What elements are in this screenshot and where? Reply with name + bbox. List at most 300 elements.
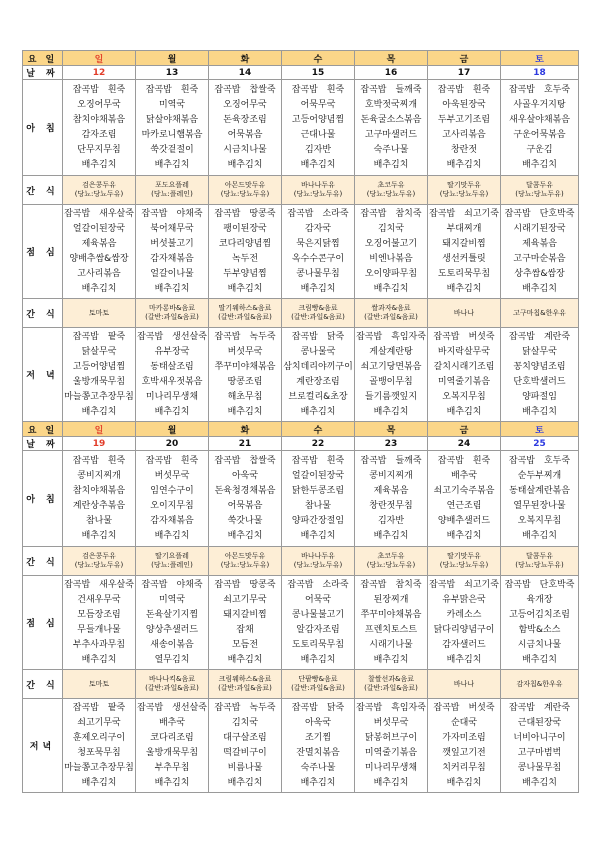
- menu-item: 배추김치: [300, 654, 336, 665]
- snack-item: (당뇨:당뇨두유): [515, 190, 564, 198]
- dinner-cell: [355, 328, 428, 422]
- menu-item: 쑥갓나물: [227, 515, 263, 526]
- menu-item: 비름나물: [227, 762, 263, 773]
- snack-item: (갈반:과일&음료): [145, 684, 199, 692]
- menu-item: 카레소스: [446, 609, 482, 620]
- menu-item: 잡곡밥 야채죽: [141, 579, 203, 590]
- snack-item: (당뇨:당뇨두유): [515, 561, 564, 569]
- menu-item: 닭한두콩조림: [291, 485, 345, 496]
- menu-item: 배추김치: [227, 654, 263, 665]
- menu-item: 버섯무국: [373, 717, 409, 728]
- morning-snack-cell: [428, 547, 501, 576]
- menu-item: 프렌치토스트: [364, 624, 418, 635]
- menu-item: 김치국: [377, 223, 405, 234]
- menu-item: 쑥갓겉절이: [150, 144, 194, 155]
- dinner-cell: [428, 328, 501, 422]
- menu-item: 유부장국: [154, 346, 190, 357]
- afternoon-snack-cell: [209, 670, 282, 699]
- menu-item: 잡곡밥 참치죽: [360, 579, 422, 590]
- menu-item: 잡곡밥 흰죽: [437, 455, 491, 466]
- menu-item: 오복지무침: [442, 391, 486, 402]
- breakfast-cell: [136, 80, 209, 176]
- dinner-row-label: 저녁: [23, 699, 63, 793]
- menu-item: 감자채볶음: [150, 253, 194, 264]
- lunch-cell: [428, 205, 501, 299]
- menu-item: 숙주나물: [300, 762, 336, 773]
- breakfast-cell: [63, 80, 136, 176]
- menu-item: 대구살조림: [223, 732, 267, 743]
- menu-item: 콩나물무침: [296, 268, 340, 279]
- snack-item: 바나나두유: [301, 181, 335, 189]
- menu-item: 닭살야채볶음: [145, 114, 199, 125]
- menu-item: 잡곡밥 소라죽: [287, 579, 349, 590]
- menu-item: 감자샐러드: [442, 639, 486, 650]
- snack-item: (갈반:과일&음료): [364, 313, 418, 321]
- date-cell: 25: [501, 437, 579, 451]
- menu-item: 돈육청경채볶음: [214, 485, 276, 496]
- morning-snack-row: [23, 547, 579, 576]
- meal-plan-body: [23, 51, 579, 793]
- morning-snack-cell: [136, 547, 209, 576]
- menu-item: 돈육살기지찜: [145, 609, 199, 620]
- snack-item: (당뇨:당뇨두유): [439, 561, 489, 569]
- menu-item: 잡곡밥 버섯죽: [433, 702, 495, 713]
- lunch-cell: [428, 576, 501, 670]
- menu-item: 잡곡밥 버섯죽: [433, 331, 495, 342]
- menu-item: 무들개나물: [77, 624, 121, 635]
- morning-snack-cell: [501, 176, 579, 205]
- menu-item: 배추김치: [522, 159, 557, 170]
- menu-item: 녹두전: [231, 253, 259, 264]
- breakfast-cell: [501, 451, 579, 547]
- menu-item: 김자반: [304, 144, 332, 155]
- menu-item: 마늘쫑고추장무침: [64, 762, 134, 773]
- menu-item: 동태살계란볶음: [509, 485, 570, 496]
- menu-item: 배추김치: [300, 777, 336, 788]
- menu-item: 배추김치: [373, 530, 409, 541]
- menu-item: 배추국: [158, 717, 186, 728]
- snack-item: 크림빵&음료: [298, 304, 338, 312]
- snack-item: 아몬드맛두유: [224, 181, 266, 189]
- menu-item: 고구마샐러드: [364, 129, 418, 140]
- weekday-cell: 토: [501, 51, 579, 66]
- breakfast-cell: [209, 80, 282, 176]
- menu-item: 참나물: [304, 500, 332, 511]
- menu-item: 근대된장국: [517, 717, 562, 728]
- menu-item: 미역국: [158, 99, 186, 110]
- menu-item: 시금치나물: [517, 639, 562, 650]
- menu-item: 잡곡밥 팥죽: [72, 702, 126, 713]
- menu-item: 생선커틀릿: [442, 253, 486, 264]
- snack-item: (당뇨:당뇨두유): [366, 561, 416, 569]
- date-row: [23, 66, 579, 80]
- snack-item: 고구마칩&한우유: [513, 308, 566, 317]
- breakfast-cell: [501, 80, 579, 176]
- menu-item: 잡곡밥 땅콩죽: [214, 579, 276, 590]
- menu-item: 버섯불고기: [150, 238, 194, 249]
- lunch-row-label: 점 심: [23, 205, 63, 299]
- dinner-cell: [209, 328, 282, 422]
- morning-snack-cell: [282, 176, 355, 205]
- menu-item: 배추김치: [154, 777, 190, 788]
- menu-item: 배추김치: [373, 283, 409, 294]
- menu-item: 시래기나물: [369, 639, 413, 650]
- snack-item: 달콤두유: [525, 181, 554, 189]
- weekday-cell: 수: [282, 422, 355, 437]
- menu-item: 돼지갈비찜: [223, 609, 267, 620]
- menu-item: 청포묵무침: [77, 747, 121, 758]
- menu-item: 잡곡밥 팥죽: [72, 331, 126, 342]
- lunch-cell: [501, 205, 579, 299]
- menu-item: 미역줄기볶음: [364, 747, 418, 758]
- weekday-cell: 금: [428, 422, 501, 437]
- snack-item: (당뇨:플레인): [151, 190, 193, 198]
- menu-item: 어묵볶음: [227, 129, 263, 140]
- menu-item: 구운김: [526, 144, 553, 155]
- menu-item: 양파절임: [522, 391, 557, 402]
- date-cell: 17: [428, 66, 501, 80]
- afternoon-snack-row: [23, 670, 579, 699]
- menu-item: 고사리볶음: [442, 129, 486, 140]
- snack-item: (당뇨:당뇨두유): [293, 561, 343, 569]
- menu-item: 잡곡밥 녹두죽: [214, 331, 276, 342]
- menu-item: 배추김치: [446, 283, 482, 294]
- menu-item: 팽이된장국: [223, 223, 267, 234]
- menu-item: 부대찌개: [446, 223, 482, 234]
- menu-item: 배추김치: [227, 283, 263, 294]
- menu-item: 깻잎고기전: [442, 747, 486, 758]
- lunch-cell: [209, 205, 282, 299]
- menu-item: 조기찜: [304, 732, 332, 743]
- breakfast-cell: [136, 451, 209, 547]
- menu-item: 너비아니구이: [513, 732, 566, 743]
- dinner-cell: [136, 699, 209, 793]
- menu-item: 울방개묵무침: [145, 747, 199, 758]
- menu-item: 돼지갈비찜: [442, 238, 486, 249]
- snack-item: 초코두유: [377, 552, 405, 560]
- menu-item: 배추김치: [373, 406, 409, 417]
- menu-item: 북어채무국: [150, 223, 194, 234]
- menu-item: 콩나물무침: [517, 762, 562, 773]
- menu-item: 콩나물국: [300, 346, 336, 357]
- menu-item: 잡곡밥 호두죽: [508, 84, 571, 95]
- menu-item: 고구마범벅: [517, 747, 562, 758]
- lunch-cell: [136, 576, 209, 670]
- date-cell: 12: [63, 66, 136, 80]
- menu-item: 양배추쌈&쌈장: [69, 253, 129, 264]
- date-cell: 16: [355, 66, 428, 80]
- menu-item: 콩나물불고기: [291, 609, 345, 620]
- menu-item: 잡곡밥 땅콩죽: [214, 208, 276, 219]
- weekday-cell: 수: [282, 51, 355, 66]
- menu-item: 옥수수콘구이: [291, 253, 345, 264]
- menu-item: 된장찌개: [373, 594, 409, 605]
- menu-item: 제육볶음: [522, 238, 557, 249]
- menu-item: 배추김치: [446, 777, 482, 788]
- afternoon-snack-cell: [501, 299, 579, 328]
- morning-snack-row-label: 간 식: [23, 547, 63, 576]
- morning-snack-cell: [282, 547, 355, 576]
- menu-item: 배추김치: [522, 406, 557, 417]
- menu-item: 상추쌈&쌈장: [514, 268, 565, 279]
- weekday-header-row: [23, 422, 579, 437]
- breakfast-row: [23, 451, 579, 547]
- menu-item: 마늘쫑고추장무침: [64, 391, 134, 402]
- snack-item: 크림웨하스&음료: [218, 675, 272, 683]
- menu-item: 잡곡밥 새우살죽: [64, 579, 134, 590]
- breakfast-cell: [282, 80, 355, 176]
- menu-item: 잡곡밥 흰죽: [145, 455, 199, 466]
- snack-item: (갈반:과일&음료): [364, 684, 418, 692]
- morning-snack-cell: [136, 176, 209, 205]
- menu-item: 배추김치: [522, 530, 557, 541]
- menu-item: 미나리무생채: [145, 391, 199, 402]
- menu-item: 고등어김치조림: [509, 609, 570, 620]
- date-cell: 23: [355, 437, 428, 451]
- weekday-cell: 금: [428, 51, 501, 66]
- lunch-row: [23, 205, 579, 299]
- menu-item: 배추김치: [522, 654, 557, 665]
- menu-item: 잡곡밥 흰죽: [291, 84, 345, 95]
- breakfast-cell: [282, 451, 355, 547]
- menu-item: 배추김치: [81, 406, 117, 417]
- menu-item: 게살계란탕: [369, 346, 413, 357]
- menu-item: 감자채볶음: [150, 515, 194, 526]
- menu-item: 삼치데리야끼구이: [283, 361, 353, 372]
- breakfast-row-label: 아 침: [23, 80, 63, 176]
- menu-item: 배추국: [450, 470, 478, 481]
- dinner-cell: [63, 328, 136, 422]
- menu-item: 숙주나물: [373, 144, 409, 155]
- menu-item: 쭈꾸미야채볶음: [214, 361, 276, 372]
- menu-item: 배추김치: [300, 530, 336, 541]
- menu-item: 닭살무국: [81, 346, 117, 357]
- menu-item: 두부양념찜: [223, 268, 267, 279]
- menu-item: 창란젓: [450, 144, 478, 155]
- menu-item: 훈제오리구이: [72, 732, 126, 743]
- date-cell: 15: [282, 66, 355, 80]
- menu-item: 쇠고기무국: [223, 594, 267, 605]
- lunch-cell: [355, 205, 428, 299]
- menu-item: 잡곡밥 흑임자죽: [356, 331, 426, 342]
- menu-item: 잡곡밥 흰죽: [72, 455, 126, 466]
- menu-item: 배추김치: [81, 777, 117, 788]
- snack-item: 바나나킥&음료: [148, 675, 196, 683]
- menu-item: 오징어무국: [77, 99, 121, 110]
- menu-item: 호박젓국찌개: [364, 99, 418, 110]
- snack-item: 마카롱바&음료: [148, 304, 196, 312]
- snack-item: (당뇨:당뇨두유): [439, 190, 489, 198]
- menu-item: 고등어양념찜: [72, 361, 126, 372]
- menu-item: 도토리묵무침: [437, 268, 491, 279]
- menu-item: 제육볶음: [373, 485, 409, 496]
- menu-item: 배추김치: [300, 159, 336, 170]
- menu-item: 연근조림: [446, 500, 482, 511]
- menu-item: 동태살조림: [150, 361, 194, 372]
- menu-item: 오징어무국: [223, 99, 267, 110]
- weekday-row-label: 요 일: [23, 422, 63, 437]
- menu-item: 임연수구이: [150, 485, 194, 496]
- menu-item: 땅콩조림: [227, 376, 263, 387]
- menu-item: 잡곡밥 흑임자죽: [356, 702, 426, 713]
- menu-item: 배추김치: [154, 283, 190, 294]
- menu-item: 배추김치: [81, 159, 117, 170]
- menu-item: 갈치시래기조림: [433, 361, 495, 372]
- menu-item: 양배추샐러드: [437, 515, 491, 526]
- snack-item: 바나나: [453, 679, 475, 688]
- menu-item: 배추김치: [81, 530, 117, 541]
- menu-item: 골뱅이무침: [369, 376, 413, 387]
- afternoon-snack-cell: [136, 299, 209, 328]
- menu-item: 열무김치: [154, 654, 190, 665]
- afternoon-snack-row-label: 간 식: [23, 299, 63, 328]
- menu-item: 잡곡밥 계란죽: [508, 331, 571, 342]
- menu-item: 해초무침: [227, 391, 263, 402]
- dinner-row: [23, 328, 579, 422]
- afternoon-snack-cell: [428, 299, 501, 328]
- afternoon-snack-cell: [63, 670, 136, 699]
- menu-item: 참나물: [85, 515, 113, 526]
- menu-item: 오이지무침: [150, 500, 194, 511]
- menu-item: 배추김치: [522, 283, 557, 294]
- menu-item: 잡곡밥 들깨죽: [360, 455, 422, 466]
- menu-item: 브로컬리&초장: [288, 391, 348, 402]
- lunch-row-label: 점 심: [23, 576, 63, 670]
- date-cell: 22: [282, 437, 355, 451]
- afternoon-snack-row-label: 간 식: [23, 670, 63, 699]
- afternoon-snack-cell: [282, 670, 355, 699]
- menu-item: 감자조림: [81, 129, 117, 140]
- morning-snack-cell: [355, 176, 428, 205]
- breakfast-cell: [209, 451, 282, 547]
- menu-item: 배추김치: [81, 654, 117, 665]
- menu-item: 콩비지찌개: [77, 470, 121, 481]
- snack-item: (갈반:과일&음료): [291, 313, 345, 321]
- menu-item: 배추김치: [522, 777, 557, 788]
- date-cell: 14: [209, 66, 282, 80]
- afternoon-snack-row: [23, 299, 579, 328]
- menu-item: 근대나물: [300, 129, 336, 140]
- afternoon-snack-cell: [63, 299, 136, 328]
- menu-item: 코다리양념찜: [218, 238, 272, 249]
- snack-item: 포도요플레: [155, 181, 189, 189]
- afternoon-snack-cell: [355, 299, 428, 328]
- menu-item: 아욱된장국: [442, 99, 486, 110]
- breakfast-cell: [428, 80, 501, 176]
- menu-item: 얼갈이나물: [150, 268, 194, 279]
- menu-item: 제육볶음: [81, 238, 117, 249]
- menu-item: 배추김치: [373, 654, 409, 665]
- menu-item: 들기름깻잎지: [364, 391, 418, 402]
- menu-item: 고구마순볶음: [513, 253, 566, 264]
- menu-item: 미역줄기볶음: [437, 376, 491, 387]
- menu-item: 모듬전: [231, 639, 259, 650]
- menu-item: 새송이볶음: [150, 639, 194, 650]
- morning-snack-cell: [501, 547, 579, 576]
- dinner-cell: [136, 328, 209, 422]
- menu-item: 김자반: [377, 515, 405, 526]
- snack-item: 감자칩&한우유: [516, 679, 563, 688]
- snack-item: (갈반:과일&음료): [145, 313, 199, 321]
- menu-item: 잡곡밥 들깨죽: [360, 84, 422, 95]
- date-cell: 19: [63, 437, 136, 451]
- menu-item: 김치국: [231, 717, 259, 728]
- menu-item: 부추사과무침: [72, 639, 126, 650]
- lunch-cell: [282, 576, 355, 670]
- menu-item: 어묵볶음: [227, 500, 263, 511]
- menu-item: 단호박샐러드: [513, 376, 566, 387]
- menu-item: 고등어양념찜: [291, 114, 345, 125]
- menu-item: 잡곡밥 생선살죽: [137, 702, 207, 713]
- menu-item: 쇠고기당면볶음: [360, 361, 422, 372]
- snack-item: (당뇨:당뇨두유): [74, 561, 124, 569]
- meal-plan-table: [22, 50, 579, 793]
- menu-item: 돈육굴소스볶음: [360, 114, 422, 125]
- dinner-row: [23, 699, 579, 793]
- morning-snack-cell: [63, 176, 136, 205]
- menu-item: 잔멸치볶음: [296, 747, 340, 758]
- menu-item: 미역국: [158, 594, 186, 605]
- menu-item: 육개장: [526, 594, 553, 605]
- menu-item: 배추김치: [373, 159, 409, 170]
- lunch-cell: [282, 205, 355, 299]
- menu-item: 잡곡밥 흰죽: [437, 84, 491, 95]
- snack-item: 바나나두유: [301, 552, 335, 560]
- menu-item: 배추김치: [446, 159, 482, 170]
- menu-item: 닭봉허브구이: [364, 732, 418, 743]
- weekday-cell: 목: [355, 51, 428, 66]
- menu-item: 잡곡밥 호두죽: [508, 455, 571, 466]
- weekday-cell: 목: [355, 422, 428, 437]
- menu-item: 잡곡밥 소라죽: [287, 208, 349, 219]
- menu-item: 잡곡밥 야채죽: [141, 208, 203, 219]
- lunch-row: [23, 576, 579, 670]
- menu-item: 배추김치: [446, 406, 482, 417]
- menu-item: 양파간장절임: [291, 515, 345, 526]
- menu-item: 잡곡밥 찹쌀죽: [214, 455, 276, 466]
- snack-item: (당뇨:당뇨두유): [220, 561, 270, 569]
- menu-item: 부추무침: [154, 762, 190, 773]
- menu-item: 모듬장조림: [77, 609, 121, 620]
- snack-item: (당뇨:당뇨두유): [220, 190, 270, 198]
- snack-item: (갈반:과일&음료): [291, 684, 345, 692]
- menu-item: 배추김치: [227, 530, 263, 541]
- menu-item: 잡채: [236, 624, 254, 635]
- menu-item: 호박새우젓볶음: [141, 376, 203, 387]
- weekday-cell: 일: [63, 51, 136, 66]
- breakfast-cell: [63, 451, 136, 547]
- menu-item: 비엔나볶음: [369, 253, 413, 264]
- menu-item: 두부고기조림: [437, 114, 491, 125]
- menu-item: 마카로니햄볶음: [141, 129, 203, 140]
- menu-item: 배추김치: [154, 406, 190, 417]
- afternoon-snack-cell: [136, 670, 209, 699]
- snack-item: 바나나: [453, 308, 475, 317]
- menu-item: 오이양파무침: [364, 268, 418, 279]
- dinner-cell: [355, 699, 428, 793]
- morning-snack-cell: [428, 176, 501, 205]
- dinner-cell: [63, 699, 136, 793]
- menu-item: 쇠고기무국: [77, 717, 121, 728]
- menu-item: 닭다리양념구이: [433, 624, 495, 635]
- menu-item: 건새우무국: [77, 594, 121, 605]
- snack-item: 딸기맛두유: [447, 552, 481, 560]
- date-cell: 13: [136, 66, 209, 80]
- morning-snack-row: [23, 176, 579, 205]
- menu-item: 배추김치: [81, 283, 117, 294]
- menu-item: 계란장조림: [296, 376, 340, 387]
- snack-item: (당뇨:당뇨두유): [366, 190, 416, 198]
